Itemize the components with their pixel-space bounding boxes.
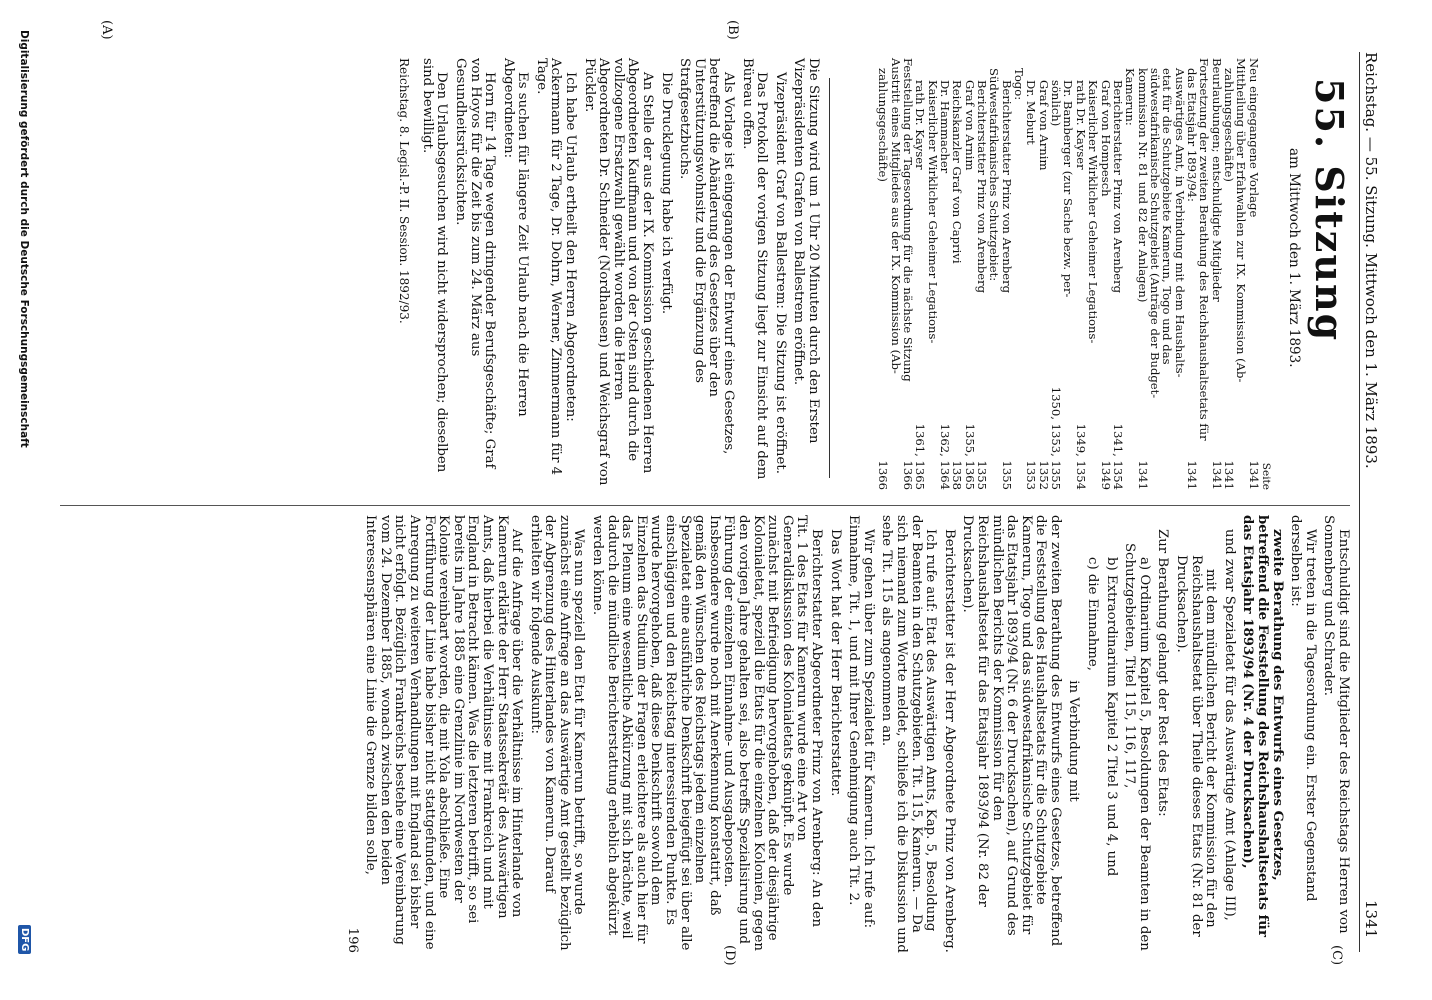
body-paragraph: mit dem mündlichen Bericht der Kommission für den Reichshaushaltsetat über Theile dieses Etats (Nr. 81 der Drucksachen). [1174, 555, 1219, 937]
left-body [393, 58, 820, 490]
body-paragraph: Was nun speziell den Etat für Kamerun betrifft, so wurde zunächst eine Anfrage an das Auswärtige Amt gestellt bezüglich der Abgrenzung des Hinterlandes von Kamerun. Darauf erhielten wir folgende Auskunft: [527, 515, 587, 951]
body-paragraph: Es suchen für längere Zeit Urlaub nach die Herren Abgeordneten: [500, 58, 531, 417]
toc-header: Seite [1260, 462, 1272, 490]
toc-entry-page: 1358 [950, 460, 965, 490]
toc-entry-text: Togo: [1012, 68, 1027, 101]
toc-row [1075, 58, 1087, 490]
column-divider [60, 505, 1350, 506]
body-paragraph: Die Druckleguung habe ich verfügt. [658, 72, 674, 315]
toc-rule [829, 78, 830, 478]
opening-paragraph: Die Sitzung wird um 1 Uhr 20 Minuten durch den Ersten Vizepräsidenten Grafen von Ballestrem eröffnet. [791, 58, 821, 444]
toc-entry-text: Berichterstatter Prinz von Arenberg [975, 80, 990, 294]
body-paragraph: Vizepräsident Graf von Ballestrem: Die Sitzung ist eröffnet. [772, 72, 788, 474]
toc-entry-page: 1366 [876, 460, 891, 490]
body-paragraph: Auf die Anfrage über die Verhältnisse im Hinterlande von Kamerun erklärte der Herr Staatssekretär des Auswärtigen Amts, daß hierbei die Verhältnisse mit Frankreich und mit England in Betracht kämen. Was die letzteren betrifft, so sei bereits im Jahre 1885 eine Grenzlinie im Nordwesten der Kolonie vereinbart worden, die mit Yola abschließe. Eine Fortführung der Linie habe bisher nicht stattgefunden, und eine Anregung zu weiteren Verhandlungen mit England sei bisher nicht erfolgt. Bezüglich Frankreichs bestehe eine Vereinbarung vom 24. Dezember 1885, wonach zwischen den beiden Interessensphären eine Linie die Grenze bilden solle, [363, 515, 525, 950]
toc-row [1062, 58, 1074, 490]
toc-entry-text: zahlungsgeschäfte) [876, 68, 891, 182]
toc-row [963, 58, 975, 490]
dfg-watermark-text: Digitalisierung gefördert durch die Deutsche Forschungsgemeinschaft [18, 30, 30, 448]
session-date: am Mittwoch den 1. März 1893. [1286, 148, 1302, 368]
toc-entry-page: 1361, 1365 [913, 423, 928, 490]
toc-entry-text: etat für die Schutzgebiete Kamerun, Togo und das [1160, 68, 1175, 365]
body-paragraph: Das Wort hat der Herr Berichterstatter. [827, 529, 843, 797]
toc-entry-text: rath Dr. Kayser [1073, 80, 1088, 170]
left-column [52, 58, 1352, 490]
right-column [50, 515, 1350, 953]
body-paragraph: An Stelle der aus der IX. Kommission geschiedenen Herren Abgeordneten Kauffmann und von der Osten sind durch die vollzogene Ersatzwahl gewählt worden die Herren Abgeordneten Dr. Schneider (Nordhausen) und Weichsgraf von Pückler. [581, 58, 656, 486]
toc-entry-text: sönlich) [1049, 80, 1064, 127]
body-paragraph: Das Protokoll der vorigen Sitzung liegt zur Einsicht auf dem Büreau offen. [739, 58, 770, 480]
toc-row [1112, 58, 1124, 490]
toc-row [902, 58, 914, 490]
toc-entry-page: 1349, 1354 [1073, 423, 1088, 490]
toc-entry-text: Neu eingegangene Vorlage [1246, 58, 1261, 218]
page-footer: Reichstag. 8. Legisl.-P. II. Session. 1892/93. [397, 58, 412, 324]
table-of-contents [877, 58, 1272, 490]
toc-row [1235, 58, 1247, 490]
toc-row [1186, 58, 1198, 490]
toc-entry-text: Fortsetzung der zweiten Berathung des Reichshaushaltsetats für [1197, 58, 1212, 441]
page-number: 1341 [1362, 900, 1380, 939]
body-paragraph: Den Urlaubsgesuchen wird nicht widersprochen; dieselben sind bewilligt. [419, 58, 450, 473]
toc-entry-text: Dr. Hammacher [938, 80, 953, 174]
list-item: a) Ordinarium Kapitel 5, Besoldungen der Beamten in den Schutzgebieten, Titel 115, 116, 117, [1122, 543, 1152, 951]
toc-row [1223, 58, 1235, 490]
toc-entry-text: Südwestafrikanisches Schutzgebiet: [987, 68, 1002, 282]
toc-entry-text: Kaiserlicher Wirklicher Geheimer Legations- [925, 80, 940, 344]
toc-row [1050, 58, 1062, 490]
toc-row [951, 58, 963, 490]
toc-entry-text: Feststellung der Tagesordnung für die nächste Sitzung [901, 58, 916, 382]
toc-row [914, 58, 926, 490]
dfg-logo-badge: DFG [18, 925, 31, 954]
toc-entry-text: Berichterstatter Prinz von Arenberg [999, 80, 1014, 294]
toc-row [1099, 58, 1111, 490]
toc-row [939, 58, 951, 490]
toc-entry-page: 1362, 1364 [938, 423, 953, 490]
toc-entry-text: Reichskanzler Graf von Caprivi [950, 80, 965, 264]
toc-entry-text: Kaiserlicher Wirklicher Geheimer Legations- [1086, 80, 1101, 344]
toc-entry-page: 1341, 1354 [1110, 423, 1125, 490]
toc-entry-text: Berichterstatter Prinz von Arenberg [1110, 80, 1125, 294]
running-header: Reichstag. — 55. Sitzung. Mittwoch den 1. März 1893. [1362, 52, 1380, 469]
toc-row [1136, 58, 1148, 490]
toc-row [1087, 58, 1099, 490]
toc-entry-page: 1341 [1184, 460, 1199, 490]
toc-entry-text: Kamerun: [1123, 68, 1138, 126]
toc-entry-text: südwestafrikanische Schutzgebiet (Anträge der Budget- [1147, 68, 1162, 399]
toc-entry-text: kommission Nr. 81 und 82 der Anlagen) [1135, 68, 1150, 303]
toc-entry-page: 1353 [1024, 460, 1039, 490]
toc-row [1013, 58, 1025, 490]
body-paragraph: Zur Berathung gelangt der Rest des Etats: [1155, 529, 1171, 817]
toc-entry-page: 1366 [901, 460, 916, 490]
toc-entry-page: 1355 [999, 460, 1014, 490]
toc-entry-page: 1355, 1365 [962, 423, 977, 490]
body-paragraph: Ich rufe auf: Etat des Auswärtigen Amts, Kap. 5, Besoldung der Beamten in den Schutzgebieten. Tit. 115, Kamerun. — Da sich niemand zum Worte meldet, schließe ich die Diskussion und sehe Tit. 115 als angenommen an. [879, 515, 939, 953]
margin-marker-d: (D) [722, 945, 737, 966]
toc-row [1000, 58, 1012, 490]
body-paragraph: Ich habe Urlaub ertheilt den Herren Abgeordneten: Ackermann für 2 Tage, Dr. Dohrn, Werner, Zimmermann für 4 Tage. [533, 58, 579, 476]
agenda-item: zweite Berathung des Entwurfs eines Gesetzes, betreffend die Feststellung des Reichshaushaltsetats für das Etatsjahr 1893/94 (Nr. 4 der Drucksachen), [1240, 515, 1285, 937]
toc-entry-text: Beurlaubungen; entschuldigte Mitglieder [1209, 58, 1224, 302]
toc-entry-text: Graf von Arnim [1036, 80, 1051, 171]
body-paragraph: der zweiten Berathung des Entwurfs eines Gesetzes, betreffend die Feststellung des Haushaltsetats für die Schutzgebiete Kamerun, Togo und das südwestafrikanische Schutzgebiet für das Etatsjahr 1893/94 (Nr. 6 der Drucksachen), auf Grund des mündlichen Berichts der Kommission für den Reichshaushaltsetat für das Etatsjahr 1893/94 (Nr. 82 der Drucksachen). [960, 515, 1063, 947]
signature-mark: 196 [344, 927, 360, 953]
toc-entry-text: Graf von Arnim [962, 80, 977, 171]
toc-entry-text: Dr. Bamberger (zur Sache bezw. per- [1061, 80, 1076, 298]
list-item: c) die Einnahme, [1085, 557, 1101, 672]
toc-entry-text: das Etatsjahr 1893/94: [1184, 68, 1199, 202]
margin-marker-c: (C) [1329, 945, 1344, 966]
toc-row [1025, 58, 1037, 490]
toc-row [988, 58, 1000, 490]
body-paragraph: Berichterstatter Abgeordneter Prinz von Arenberg: An den Tit. 1 des Etats für Kamerun wurde eine Art von Generaldiskussion des Kolonialetats geknüpft. Es wurde zunächst mit Befriedigung hervorgehoben, daß der diesjährige Kolonialetat, speziell die Etats für die einzelnen Kolonien, gegen den vorigen Jahre gehalten sei, also betreffs Spezialisirung und Führung der einzelnen Einnahme- und Ausgabeposten. Insbesondere wurde noch mit Anerkennung konstatirt, daß gemäß den Wünschen des Reichstags jedem einzelnen Spezialetat eine ausführliche Denkschrift beigefügt sei über alle einschlägigen und den Reichstag interessirenden Punkte. Es wurde hervorgehoben, daß diese Denkschrift sowohl dem Einzelnen das Studium der Fragen erleichtere als auch hier für das Plenum eine wesentliche Abkürzung mit sich brächte, weil dadurch die mündliche Berichterstattung erheblich abgekürzt werden könne. [590, 515, 824, 951]
toc-row [1210, 58, 1222, 490]
body-paragraph: Entschuldigt sind die Mitglieder des Reichstags Herren von Sonnenberg und Schrader. [1321, 515, 1351, 934]
toc-entry-text: zahlungsgeschäfte) [1221, 68, 1236, 182]
toc-entry-text: Mittheilung über Erfahwahlen zur IX. Kommission (Ab- [1234, 58, 1249, 383]
toc-row [1247, 58, 1259, 490]
toc-entry-page: 1341 [1246, 460, 1261, 490]
toc-row [1173, 58, 1185, 490]
session-title: 55. Sitzung [1307, 78, 1352, 343]
toc-row [877, 58, 889, 490]
body-paragraph: Wir gehen über zum Spezialetat für Kamerun. Ich rufe auf: Einnahme, Tit. 1, und mit Ihrer Genehmigung auch Tit. 2. [846, 515, 876, 929]
header-rule [1359, 52, 1360, 952]
toc-entry-page: 1349 [1098, 460, 1113, 490]
toc-row [976, 58, 988, 490]
body-paragraph: und zwar Spezialetat für das Auswärtige Amt (Anlage III), [1221, 529, 1237, 921]
body-paragraph: Berichterstatter ist der Herr Abgeordnete Prinz von Arenberg. [941, 529, 957, 953]
margin-marker-a: (A) [99, 20, 114, 40]
toc-row [889, 58, 901, 490]
margin-marker-b: (B) [725, 20, 740, 40]
toc-entry-page: 1355 [975, 460, 990, 490]
toc-entry-page: 1352 [1036, 460, 1051, 490]
toc-row [1198, 58, 1210, 490]
body-paragraph: Als Vorlage ist eingegangen der Entwurf eines Gesetzes, betreffend die Abänderung des Gesetzes über den Unterstützungswohnsitz und die Ergänzung des Strafgesetzbuchs. [677, 58, 737, 455]
toc-entry-page: 1341 [1209, 460, 1224, 490]
toc-entry-text: Dr. Meburt [1024, 80, 1039, 145]
toc-entry-page: 1341 [1221, 460, 1236, 490]
toc-entry-page: 1341 [1135, 460, 1150, 490]
toc-entry-text: Graf von Hompesch [1098, 80, 1113, 197]
toc-row [926, 58, 938, 490]
toc-row [1149, 58, 1161, 490]
toc-row [1124, 58, 1136, 490]
body-paragraph: in Verbindung mit [1066, 680, 1082, 802]
toc-list [877, 58, 1260, 490]
toc-row [1037, 58, 1049, 490]
toc-row [1161, 58, 1173, 490]
toc-entry-page: 1350, 1353, 1355 [1049, 386, 1064, 490]
body-paragraph: Wir treten in die Tagesordnung ein. Erster Gegenstand derselben ist: [1288, 515, 1318, 902]
toc-entry-text: Auswärtiges Amt, in Verbindung mit dem Haushalts- [1172, 68, 1187, 378]
toc-entry-text: rath Dr. Kayser [913, 80, 928, 170]
list-item: b) Extraordinarium Kapitel 2 Titel 3 und 4, und [1103, 557, 1119, 877]
toc-entry-text: Austritt eines Mitgliedes aus der IX. Kommission (Ab- [888, 58, 903, 374]
body-paragraph: Horn für 14 Tage wegen dringender Berufsgeschäfte; Graf von Hoyos für die Zeit bis zum 24. März aus Gesundheitsrücksichten. [452, 58, 498, 469]
